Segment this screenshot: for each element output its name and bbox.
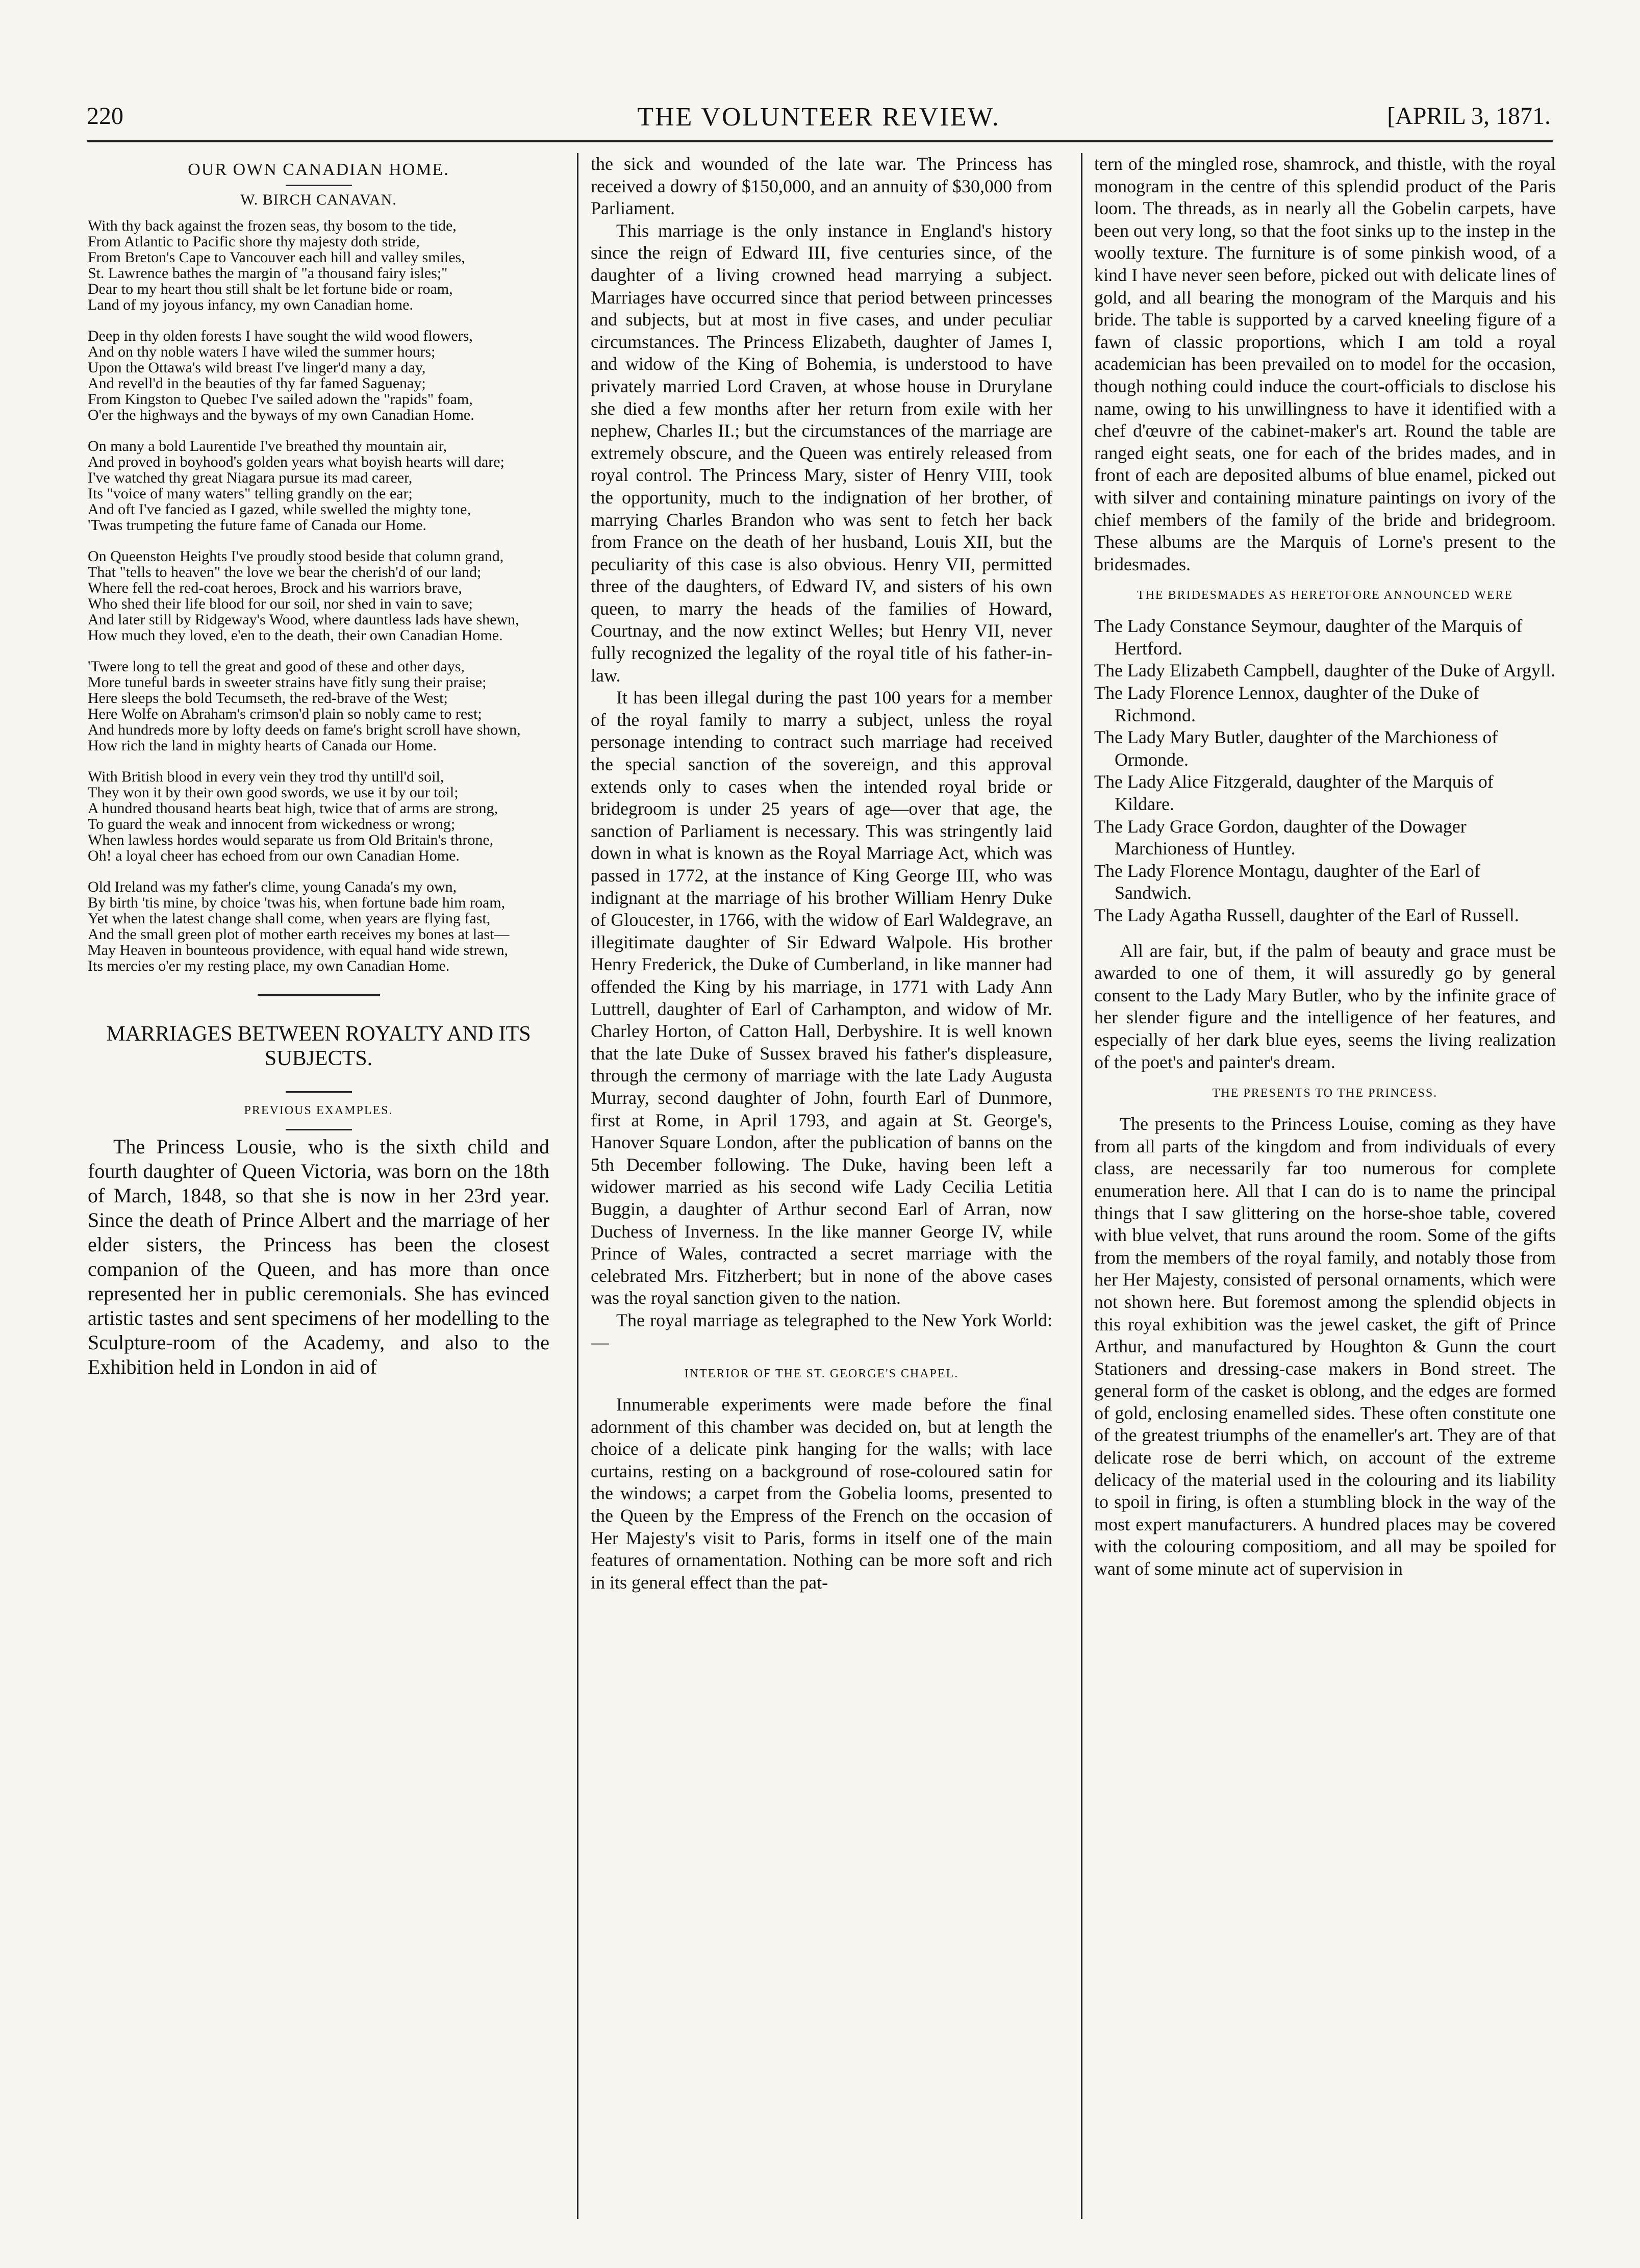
list-item: The Lady Florence Lennox, daughter of the Duke of Richmond. <box>1094 683 1479 725</box>
paragraph: The Princess Lousie, who is the sixth child and fourth daughter of Queen Victoria, was born on the 18th of March, 1848, so that she is now in her 23rd year. Since the death of Prince Albert and the marriage of her elder sisters, the Princess has been the closest companion of the Queen, and has more than once represented her in public ceremonials. She has evinced artistic tastes and sent specimens of her modelling to the Sculpture-room of the Academy, and also to the Exhibition held in London in aid of <box>88 1135 549 1378</box>
poem-line: 'Twere long to tell the great and good of these and other days, <box>88 658 465 675</box>
page-header <box>87 102 1551 143</box>
poem-line: On Queenston Heights I've proudly stood beside that column grand, <box>88 548 504 565</box>
poem-line: Upon the Ottawa's wild breast I've linger'd many a day, <box>88 359 426 376</box>
list-item: The Lady Mary Butler, daughter of the Marchioness of Ormonde. <box>1094 727 1498 770</box>
poem-line: Land of my joyous infancy, my own Canadian home. <box>88 296 413 313</box>
poem-line: With thy back against the frozen seas, thy bosom to the tide, <box>88 217 457 234</box>
poem-stanza <box>88 218 549 313</box>
paragraph: Innumerable experiments were made before the final adornment of this chamber was decided on, but at length the choice of a delicate pink hanging for the walls; with lace curtains, resting on a background of rose-coloured satin for the windows; a carpet from the Gobelia looms, presented to the Queen by the Empress of the French on the occasion of Her Majesty's visit to Paris, forms in itself one of the main features of ornamentation. Nothing can be more soft and rich in its general effect than the pat- <box>591 1394 1052 1593</box>
column-rule-1 <box>577 153 578 2219</box>
poem-line: On many a bold Laurentide I've breathed thy mountain air, <box>88 438 447 455</box>
poem-line: Its mercies o'er my resting place, my own Canadian Home. <box>88 957 450 974</box>
list-item: The Lady Alice Fitzgerald, daughter of the Marquis of Kildare. <box>1094 771 1494 815</box>
section-heading: INTERIOR OF THE ST. GEORGE'S CHAPEL. <box>684 1367 959 1381</box>
column-rule-2 <box>1081 153 1082 2219</box>
title-rule <box>286 1091 352 1093</box>
poem-line: Yet when the latest change shall come, when years are flying fast, <box>88 910 491 927</box>
poem-line: From Atlantic to Pacific shore thy majesty doth stride, <box>88 233 420 250</box>
poem-stanza <box>88 328 549 423</box>
paragraph: the sick and wounded of the late war. The Princess has received a dowry of $150,000, and an annuity of $30,000 from Parliament. <box>591 154 1052 219</box>
poem-line: Its "voice of many waters" telling grandly on the ear; <box>88 485 413 502</box>
poem-line: Oh! a loyal cheer has echoed from our own Canadian Home. <box>88 847 460 864</box>
issue-date: [APRIL 3, 1871. <box>1387 103 1551 130</box>
article-intro <box>88 1135 549 1379</box>
poem-line: Old Ireland was my father's clime, young Canada's my own, <box>88 878 457 895</box>
section-heading: THE BRIDESMADES AS HERETOFORE ANNOUNCED WERE <box>1137 589 1513 602</box>
paragraph: The presents to the Princess Louise, coming as they have from all parts of the kingdom and from individuals of every class, are necessarily far too numerous for complete enumeration here. All that I can do is to name the principal things that I saw glittering on the horse-shoe table, covered with blue velvet, that runs around the room. Some of the gifts from the members of the royal family, and notably those from her Her Majesty, consisted of personal ornaments, which were not shown here. But foremost among the splendid objects in this royal exhibition was the jewel casket, the gift of Prince Arthur, and manufactured by Houghton & Gunn the court Stationers and dressing-case makers in Bond street. The general form of the casket is oblong, and the edges are formed of gold, enclosing enamelled sides. These often constitute one of the greatest triumphs of the enameller's art. They are of that delicate rose de berri which, on account of the extreme delicacy of the material used in the colouring and its liability to spoil in firing, is often a stumbling block in the way of the most expert manufacturers. A hundred places may be covered with the colouring compositiom, and all may be spoiled for want of some minute act of supervision in <box>1094 1114 1556 1579</box>
poem-stanza <box>88 879 549 974</box>
poem-line: I've watched thy great Niagara pursue its mad career, <box>88 469 413 486</box>
poem-line: How rich the land in mighty hearts of Canada our Home. <box>88 737 437 754</box>
paragraph: The royal marriage as telegraphed to the New York World:— <box>591 1309 1052 1353</box>
poem-line: May Heaven in bounteous providence, with equal hand wide strewn, <box>88 942 508 959</box>
paragraph: tern of the mingled rose, shamrock, and thistle, with the royal monogram in the centre of this splendid product of the Paris loom. The threads, as in nearly all the Gobelin carpets, have been out very long, so that the foot sinks up to the instep in the woolly texture. The furniture is of some pinkish wood, of a kind I have never seen before, picked out with delicate lines of gold, and all bearing the monogram of the Marquis and his bride. The table is supported by a carved kneeling figure of a fawn of classic proportions, which I am told a royal academician has been prevailed on to model for the occasion, though nothing could induce the court-officials to disclose his name, owing to his unwillingness to have it identified with a chef d'œuvre of the cabinet-maker's art. Round the table are ranged eight seats, one for each of the brides mades, and in front of each are deposited albums of blue enamel, picked out with silver and containing minature paintings on ivory of the chief members of the family of the bride and bridegroom. These albums are the Marquis of Lorne's present to the bridesmades. <box>1094 154 1556 574</box>
heading-rule <box>286 1129 352 1130</box>
poem-line: Deep in thy olden forests I have sought the wild wood flowers, <box>88 327 473 344</box>
column-1 <box>88 153 549 2224</box>
poem-line: From Kingston to Quebec I've sailed adown the "rapids" foam, <box>88 391 473 408</box>
poem-line: When lawless hordes would separate us from Old Britain's throne, <box>88 831 494 848</box>
paragraph: It has been illegal during the past 100 years for a member of the royal family to marry a subject, unless the royal personage intending to contract such marriage had received the special sanction of the sovereign, and this approval extends only to cases when the intended royal bride or bridegroom is under 25 years of age—over that age, the sanction of Parliament is necessary. This was stringently laid down in what is known as the Royal Marriage Act, which was passed in 1772, at the instance of King George III, who was indignant at the marriage of his brother William Henry Duke of Gloucester, in 1766, with the widow of Earl Waldegrave, an illegitimate daughter of Sir Edward Walpole. His brother Henry Frederick, the Duke of Cumberland, in like manner had offended the King by his marriage, in 1771 with Lady Ann Luttrell, daughter of Earl of Carhampton, and widow of Mr. Charley Horton, of Catton Hall, Derbyshire. It is well known that the late Duke of Sussex braved his father's displeasure, through the cermony of marriage with the late Lady Augusta Murray, second daughter of John, fourth Earl of Dunmore, first at Rome, in April 1793, and again at St. George's, Hanover Square London, after the publication of banns on the 5th December following. The Duke, having been left a widower married as his second wife Lady Cecilia Letitia Buggin, a daughter of Arthur second Earl of Arran, now Duchess of Inverness. In the like manner George IV, while Prince of Wales, contracted a secret marriage with the celebrated Mrs. Fitzherbert; but in none of the above cases was the royal sanction given to the nation. <box>591 687 1052 1308</box>
poem-title: OUR OWN CANADIAN HOME. <box>188 160 449 179</box>
poem-author: W. BIRCH CANAVAN. <box>240 191 397 208</box>
column-3 <box>1094 153 1556 2224</box>
poem-line: By birth 'tis mine, by choice 'twas his, when fortune bade him roam, <box>88 894 506 911</box>
list-item: The Lady Florence Montagu, daughter of the Earl of Sandwich. <box>1094 860 1480 903</box>
poem-line: 'Twas trumpeting the future fame of Canada our Home. <box>88 517 426 534</box>
poem-line: And hundreds more by lofty deeds on fame's bright scroll have shown, <box>88 721 521 738</box>
poem-line: And the small green plot of mother earth receives my bones at last— <box>88 926 510 943</box>
poem-line: And oft I've fancied as I gazed, while swelled the mighty tone, <box>88 501 471 518</box>
list-item: The Lady Grace Gordon, daughter of the Dowager Marchioness of Huntley. <box>1094 816 1467 859</box>
poem-line: Dear to my heart thou still shalt be let fortune bide or roam, <box>88 281 453 297</box>
poem-line: With British blood in every vein they trod thy untill'd soil, <box>88 768 444 785</box>
poem-line: That "tells to heaven" the love we bear the cherish'd of our land; <box>88 564 482 581</box>
poem-line: Here sleeps the bold Tecumseth, the red-brave of the West; <box>88 690 448 707</box>
poem-line: How much they loved, e'en to the death, their own Canadian Home. <box>88 627 503 644</box>
list-item: The Lady Agatha Russell, daughter of the Earl of Russell. <box>1094 905 1519 925</box>
paragraph: This marriage is the only instance in England's history since the reign of Edward III, five centuries since, of the daughter of a living crowned head marrying a subject. Marriages have occurred since that period between princesses and subjects, but at most in five cases, and under peculiar circumstances. The Princess Elizabeth, daughter of James I, and widow of the King of Bohemia, is understood to have privately married Lord Craven, at whose house in Drurylane she died a few months after her return from exile with her nephew, Charles II.; but the circumstances of the marriage are extremely obscure, and the Queen was entirely released from royal control. The Princess Mary, sister of Henry VIII, took the opportunity, much to the indignation of her brother, of marrying Charles Brandon who was sent to fetch her back from France on the death of her husband, Louis XII, but the peculiarity of this case is also obvious. Henry VII, permitted three of the daughters, of Edward IV, and sisters of his own queen, to marry the heads of the families of Howard, Courtnay, and the now extinct Welles; but Henry VII, never fully recognized the legality of the royal title of his father-in-law. <box>591 220 1052 686</box>
poem-line: Where fell the red-coat heroes, Brock and his warriors brave, <box>88 579 462 596</box>
poem-stanza <box>88 548 549 643</box>
column-2 <box>591 153 1052 2224</box>
poem-line: A hundred thousand hearts beat high, twice that of arms are strong, <box>88 800 498 817</box>
poem-stanza <box>88 659 549 753</box>
list-item: The Lady Constance Seymour, daughter of the Marquis of Hertford. <box>1094 616 1523 659</box>
poem-line: More tuneful bards in sweeter strains have fitly sung their praise; <box>88 674 487 691</box>
paragraph: All are fair, but, if the palm of beauty and grace must be awarded to one of them, it will assuredly go by general consent to the Lady Mary Butler, who by the infinite grace of her slender figure and the intelligence of her features, and especially of her dark blue eyes, seems the living realization of the poet's and painter's dream. <box>1094 940 1556 1072</box>
poem-stanza <box>88 438 549 533</box>
masthead: THE VOLUNTEER REVIEW. <box>637 103 1000 132</box>
poem-line: And proved in boyhood's golden years what boyish hearts will dare; <box>88 453 504 470</box>
poem-line: And on thy noble waters I have wiled the summer hours; <box>88 343 436 360</box>
title-rule <box>286 185 352 186</box>
poem-line: To guard the weak and innocent from wickedness or wrong; <box>88 816 456 833</box>
poem-line: And later still by Ridgeway's Wood, where dauntless lads have shewn, <box>88 611 519 628</box>
section-heading: PREVIOUS EXAMPLES. <box>244 1104 393 1117</box>
poem-line: Here Wolfe on Abraham's crimson'd plain so nobly came to rest; <box>88 705 482 722</box>
poem-line: And revell'd in the beauties of thy far famed Saguenay; <box>88 375 426 392</box>
poem-line: They won it by their own good swords, we use it by our toil; <box>88 784 459 801</box>
poem-body <box>88 218 549 974</box>
bridesmaids-list <box>1094 615 1556 926</box>
poem-line: St. Lawrence bathes the margin of "a thousand fairy isles;" <box>88 265 448 282</box>
article-title: MARRIAGES BETWEEN ROYALTY AND ITS SUBJECTS. <box>106 1022 531 1070</box>
page-number: 220 <box>87 103 123 130</box>
section-divider <box>258 994 380 996</box>
header-rule <box>87 140 1553 142</box>
poem-stanza <box>88 769 549 864</box>
section-heading: THE PRESENTS TO THE PRINCESS. <box>1212 1087 1438 1100</box>
list-item: The Lady Elizabeth Campbell, daughter of the Duke of Argyll. <box>1094 660 1556 681</box>
poem-line: O'er the highways and the byways of my own Canadian Home. <box>88 407 474 423</box>
poem-line: From Breton's Cape to Vancouver each hill and valley smiles, <box>88 249 465 266</box>
poem-line: Who shed their life blood for our soil, nor shed in vain to save; <box>88 595 473 612</box>
